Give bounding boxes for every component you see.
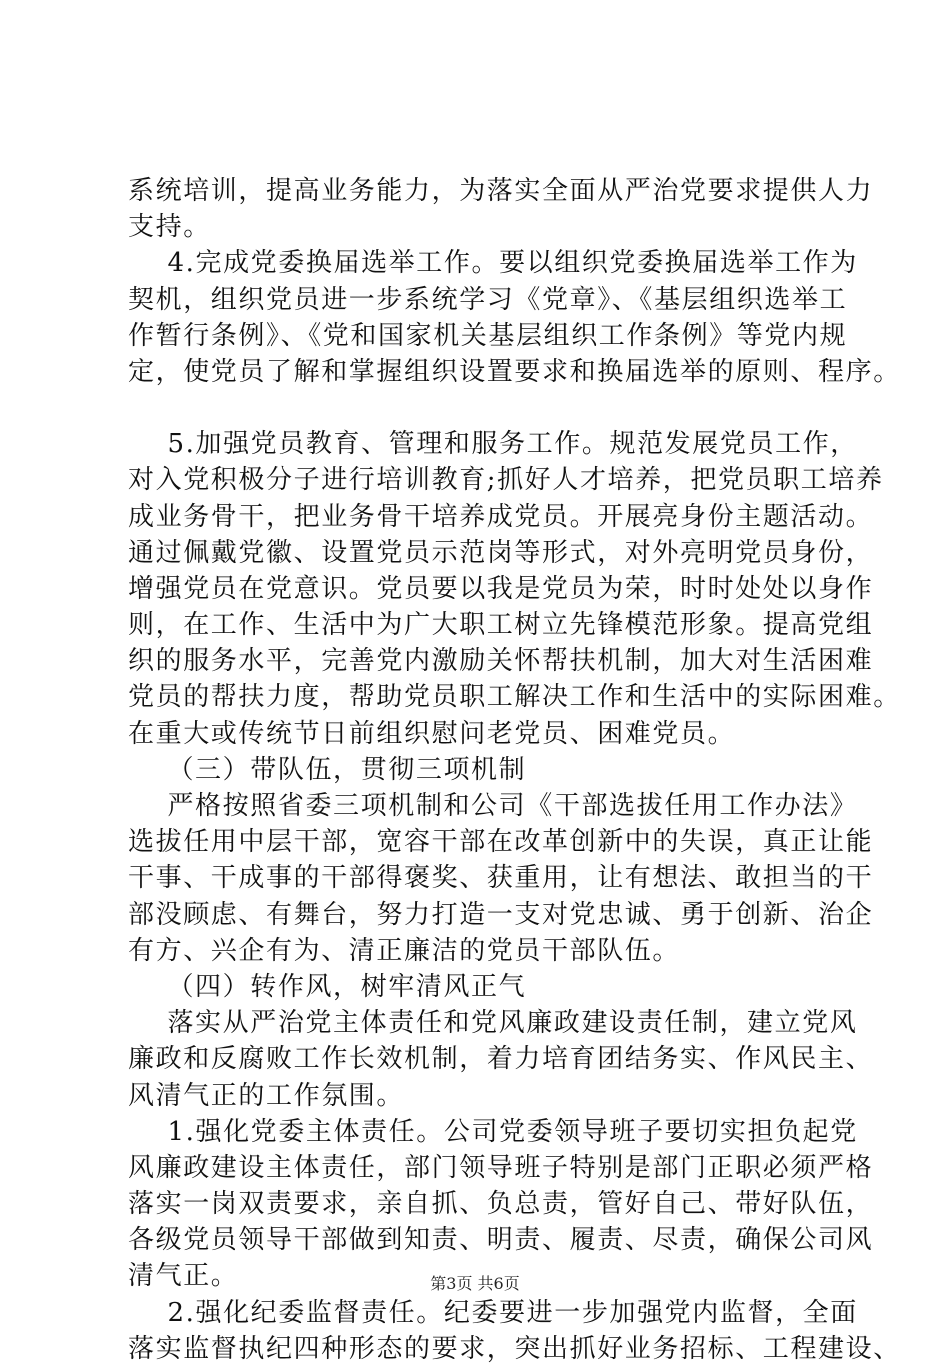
text-line: 成业务骨干，把业务骨干培养成党员。开展亮身份主题活动。: [128, 501, 874, 532]
paragraph-gap: [128, 390, 828, 426]
section-heading: （四）转作风，树牢清风正气: [128, 971, 527, 1002]
page-number-footer: 第3页 共6页: [430, 1274, 520, 1293]
text-line: 有方、兴企有为、清正廉洁的党员干部队伍。: [128, 935, 681, 966]
text-line: 严格按照省委三项机制和公司《干部选拔任用工作办法》: [128, 791, 858, 821]
text-line: 廉政和反腐败工作长效机制，着力培育团结务实、作风民主、: [128, 1044, 874, 1075]
text-line: 落实从严治党主体责任和党风廉政建设责任制，建立党风: [128, 1008, 858, 1039]
text-line: 5.加强党员教育、管理和服务工作。规范发展党员工作，: [128, 429, 858, 460]
document-body: [128, 173, 901, 1367]
text-line: 清气正。: [128, 1261, 239, 1292]
text-line: 选拔任用中层干部，宽容干部在改革创新中的失误，真正让能: [128, 827, 874, 858]
section-heading: （三）带队伍，贯彻三项机制: [128, 754, 527, 785]
text-line: 风廉政建设主体责任，部门领导班子特别是部门正职必须严格: [128, 1152, 874, 1183]
text-line: 对入党积极分子进行培训教育;抓好人才培养，把党员职工培养: [128, 465, 884, 496]
text-line: 1.强化党委主体责任。公司党委领导班子要切实担负起党: [128, 1116, 858, 1147]
text-line: 通过佩戴党徽、设置党员示范岗等形式，对外亮明党员身份，: [128, 537, 874, 568]
text-line: 落实一岗双责要求，亲自抓、负总责，管好自己、带好队伍，: [128, 1189, 874, 1220]
text-line: 增强党员在党意识。党员要以我是党员为荣，时时处处以身作: [128, 573, 874, 604]
text-line: 4.完成党委换届选举工作。要以组织党委换届选举工作为: [128, 248, 858, 279]
text-line: 党员的帮扶力度，帮助党员职工解决工作和生活中的实际困难。: [128, 682, 901, 713]
text-line: 定，使党员了解和掌握组织设置要求和换届选举的原则、程序。: [128, 356, 901, 387]
text-line: 各级党员领导干部做到知责、明责、履责、尽责，确保公司风: [128, 1225, 874, 1256]
text-line: 系统培训，提高业务能力，为落实全面从严治党要求提供人力: [128, 176, 874, 206]
text-line: 支持。: [128, 212, 211, 243]
text-line: 作暂行条例》、《党和国家机关基层组织工作条例》等党内规: [128, 320, 848, 351]
text-line: 2.强化纪委监督责任。纪委要进一步加强党内监督，全面: [128, 1297, 858, 1328]
text-line: 则，在工作、生活中为广大职工树立先锋模范形象。提高党组: [128, 610, 874, 641]
text-line: 织的服务水平，完善党内激励关怀帮扶机制，加大对生活困难: [128, 646, 874, 677]
text-line: 落实监督执纪四种形态的要求，突出抓好业务招标、工程建设、: [128, 1333, 901, 1364]
text-line: 契机，组织党员进一步系统学习《党章》、《基层组织选举工: [128, 284, 848, 315]
text-line: 部没顾虑、有舞台，努力打造一支对党忠诚、勇于创新、治企: [128, 899, 874, 930]
text-line: 在重大或传统节日前组织慰问老党员、困难党员。: [128, 718, 736, 749]
text-line: 干事、干成事的干部得褒奖、获重用，让有想法、敢担当的干: [128, 863, 874, 894]
text-line: 风清气正的工作氛围。: [128, 1080, 405, 1111]
